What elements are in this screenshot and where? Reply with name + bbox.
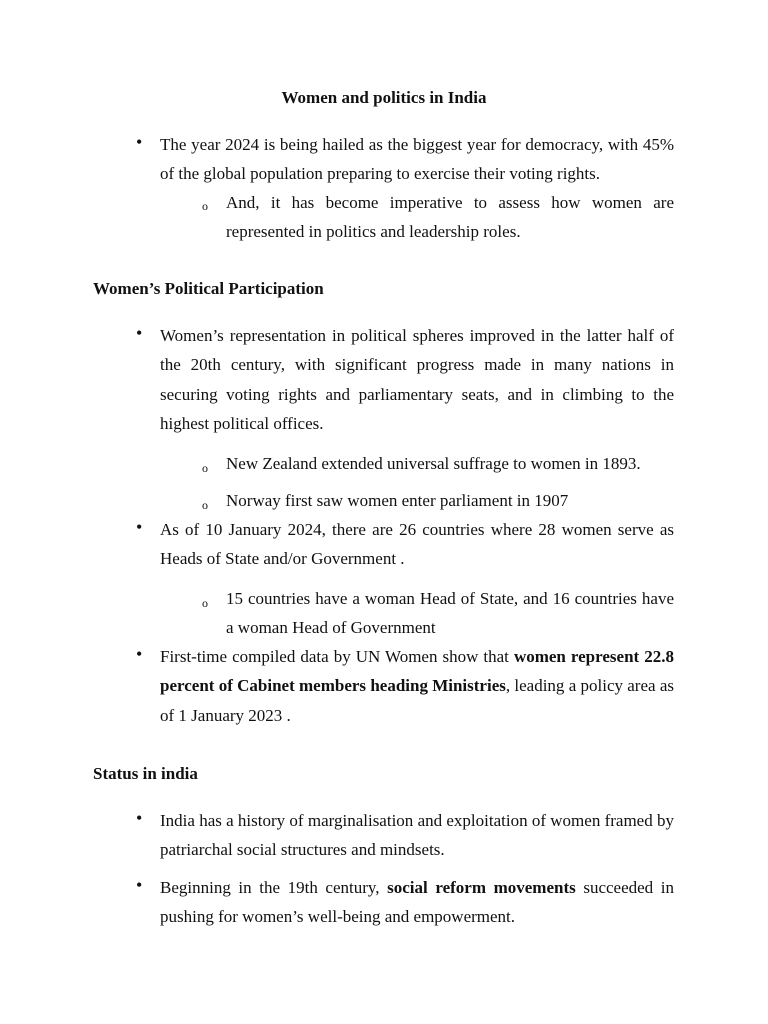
participation-bullet-2: As of 10 January 2024, there are 26 countries where 28 women serve as Heads of State and/or Government . bbox=[160, 520, 674, 569]
bullet-icon: • bbox=[136, 132, 143, 152]
participation-sub-2: Norway first saw women enter parliament in 1907 bbox=[226, 491, 569, 510]
bullet-icon: • bbox=[136, 644, 143, 664]
subbullet-icon: o bbox=[202, 498, 208, 512]
participation-bullet-3 bbox=[160, 642, 674, 730]
section-heading-participation: Women’s Political Participation bbox=[93, 279, 324, 298]
status-bullet-2 bbox=[160, 873, 674, 932]
subbullet-icon: o bbox=[202, 596, 208, 610]
bullet-icon: • bbox=[136, 517, 143, 537]
participation-bullet-1: Women’s representation in political spheres improved in the latter half of the 20th century, with significant progress made in many nations in securing voting rights and parliamentary seats, and in climbing to the highest political offices. bbox=[160, 326, 674, 434]
bullet-icon: • bbox=[136, 808, 143, 828]
participation-bullet-3-emphasis: women represent 22.8 percent of Cabinet members heading Ministries bbox=[160, 647, 674, 696]
intro-sub-1: And, it has become imperative to assess how women are represented in politics and leadership roles. bbox=[226, 193, 674, 242]
section-heading-status: Status in india bbox=[93, 764, 198, 783]
page-title: Women and politics in India bbox=[281, 88, 487, 107]
status-bullet-1: India has a history of marginalisation and exploitation of women framed by patriarchal social structures and mindsets. bbox=[160, 811, 674, 860]
intro-bullet-1: The year 2024 is being hailed as the biggest year for democracy, with 45% of the global population preparing to exercise their voting rights. bbox=[160, 135, 674, 184]
participation-bullet-3-post: , leading a policy area as of 1 January 2023 . bbox=[160, 676, 674, 725]
status-bullet-2-post: succeeded in pushing for women’s well-being and empowerment. bbox=[160, 878, 674, 927]
participation-bullet-3-pre: First-time compiled data by UN Women show that bbox=[160, 647, 514, 666]
bullet-icon: • bbox=[136, 875, 143, 895]
participation-sub-1: New Zealand extended universal suffrage to women in 1893. bbox=[226, 454, 641, 473]
subbullet-icon: o bbox=[202, 199, 208, 213]
status-bullet-2-pre: Beginning in the 19th century, bbox=[160, 878, 388, 897]
participation-sub-3: 15 countries have a woman Head of State, and 16 countries have a woman Head of Government bbox=[226, 589, 674, 638]
subbullet-icon: o bbox=[202, 461, 208, 475]
bullet-icon: • bbox=[136, 323, 143, 343]
status-bullet-2-emphasis: social reform movements bbox=[387, 878, 576, 897]
